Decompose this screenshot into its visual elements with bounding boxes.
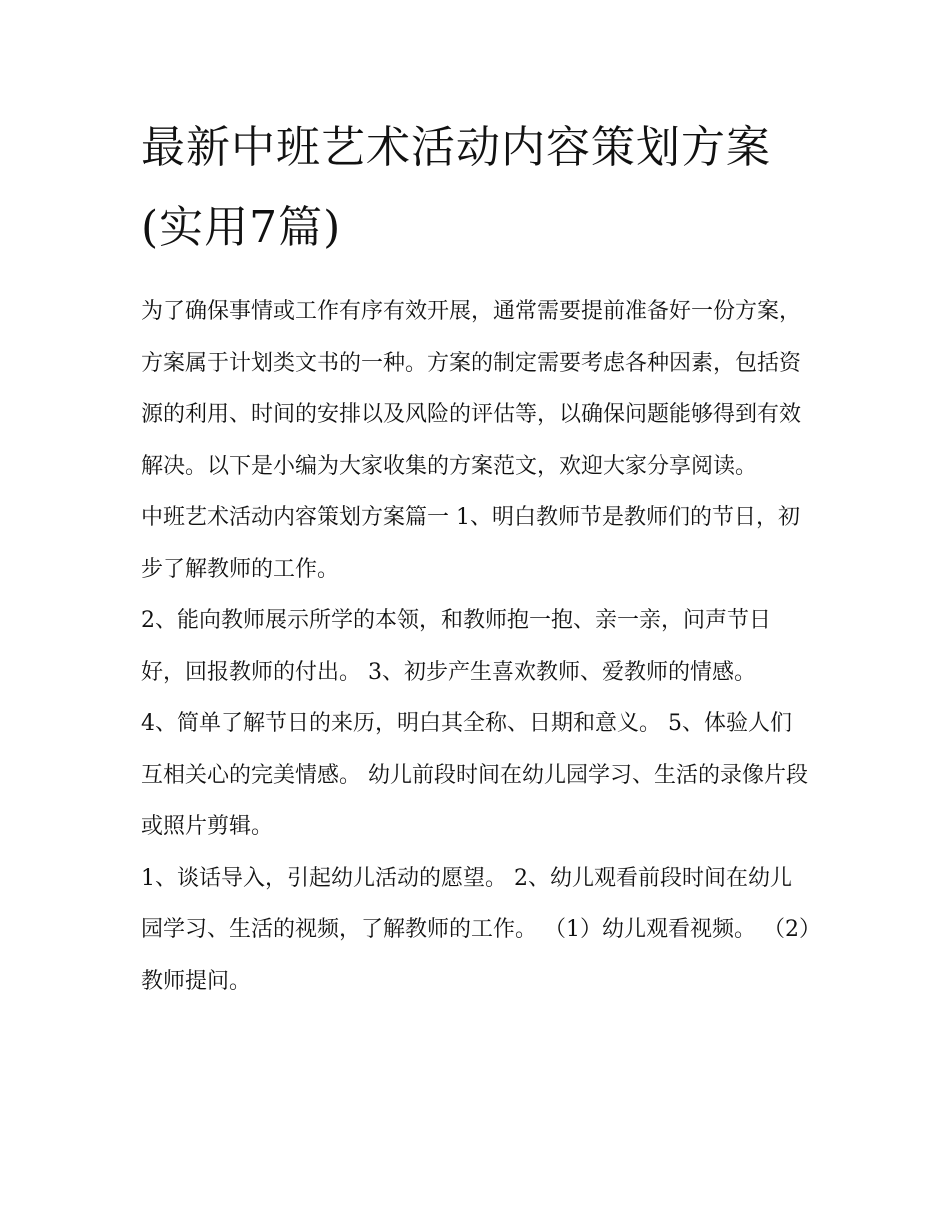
document-page: [141, 108, 813, 1007]
paragraph-4: 1、谈话导入，引起幼儿活动的愿望。 2、幼儿观看前段时间在幼儿园学习、生活的视频，了解教师的工作。 （1）幼儿观看视频。 （2）教师提问。: [141, 865, 810, 994]
paragraph-3: 4、简单了解节日的来历，明白其全称、日期和意义。 5、体验人们互相关心的完美情感。 幼儿前段时间在幼儿园学习、生活的录像片段或照片剪辑。: [141, 711, 808, 839]
title-block: [141, 108, 813, 268]
paragraph-1: 中班艺术活动内容策划方案篇一 1、明白教师节是教师们的节日，初步了解教师的工作。: [141, 505, 800, 582]
document-title: 最新中班艺术活动内容策划方案(实用7篇): [141, 122, 771, 253]
intro-paragraph: 为了确保事情或工作有序有效开展，通常需要提前准备好一份方案，方案属于计划类文书的一种。方案的制定需要考虑各种因素，包括资源的利用、时间的安排以及风险的评估等，以确保问题能够得到有效解决。以下是小编为大家收集的方案范文，欢迎大家分享阅读。: [141, 299, 802, 479]
paragraph-2: 2、能向教师展示所学的本领，和教师抱一抱、亲一亲，问声节日好，回报教师的付出。 3、初步产生喜欢教师、爱教师的情感。: [141, 608, 771, 685]
